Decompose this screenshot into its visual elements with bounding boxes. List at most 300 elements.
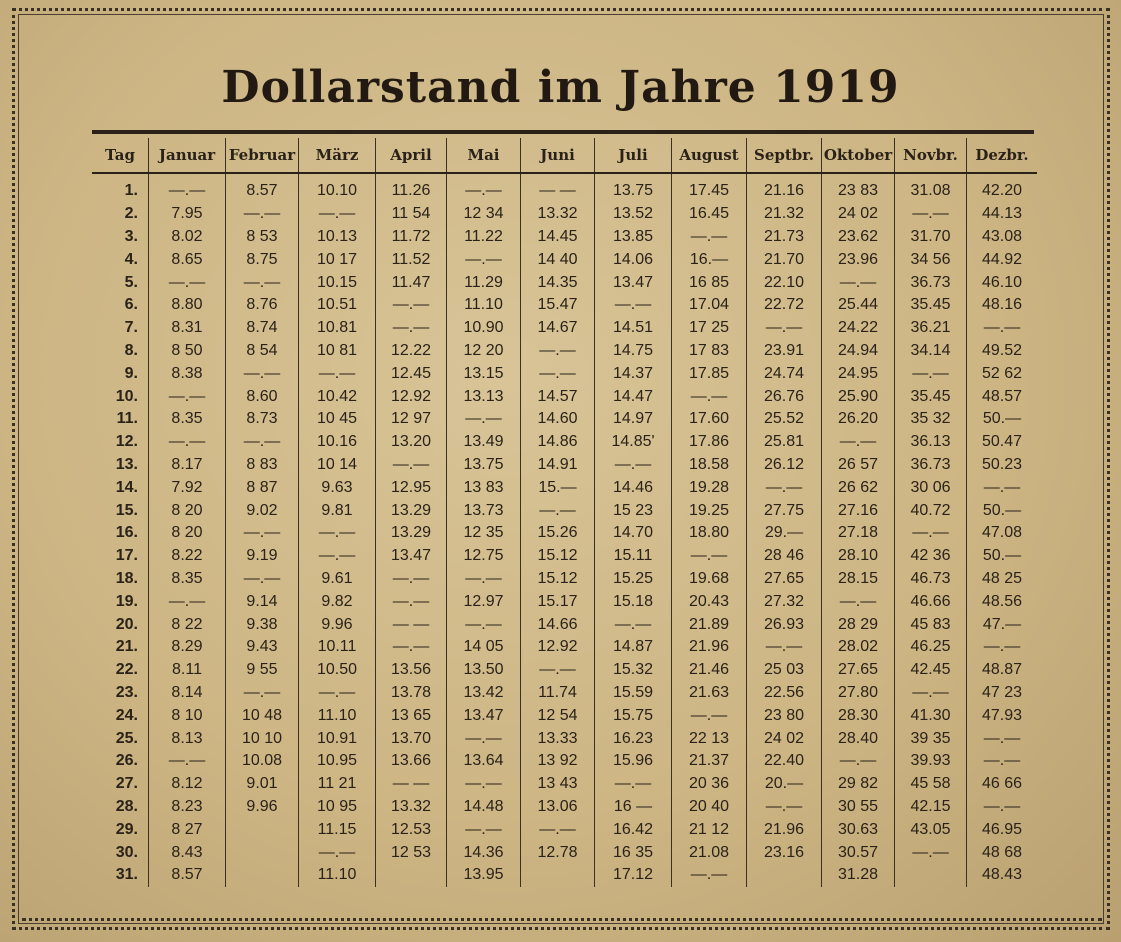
rate-cell: 8.35 — [149, 408, 226, 431]
rate-cell: 21.70 — [747, 248, 822, 271]
rate-cell: 8.31 — [149, 317, 226, 340]
rate-cell: 47.08 — [967, 522, 1038, 545]
rate-cell: —.— — [447, 613, 521, 636]
rate-cell: —.— — [747, 636, 822, 659]
rate-cell: 13.47 — [447, 704, 521, 727]
rate-cell: 48.43 — [967, 864, 1038, 887]
rate-cell: 10.91 — [299, 727, 376, 750]
rate-cell: 26.12 — [747, 454, 822, 477]
rate-cell: 40.72 — [895, 499, 967, 522]
rate-cell: 21.96 — [747, 818, 822, 841]
rate-cell: 48.16 — [967, 294, 1038, 317]
rate-cell: 12 97 — [376, 408, 447, 431]
table-row — [92, 294, 1037, 317]
rate-cell: 8.35 — [149, 568, 226, 591]
rate-cell: 27.80 — [822, 682, 895, 705]
rate-cell: 15.12 — [521, 545, 595, 568]
rate-cell: —.— — [967, 750, 1038, 773]
rate-cell: 9.61 — [299, 568, 376, 591]
rate-cell: 14.48 — [447, 796, 521, 819]
rate-cell: 13.32 — [376, 796, 447, 819]
rate-cell: 8.43 — [149, 841, 226, 864]
rate-cell: 48.57 — [967, 385, 1038, 408]
rate-cell: 48 68 — [967, 841, 1038, 864]
table-row — [92, 499, 1037, 522]
rate-cell: 8.57 — [149, 864, 226, 887]
rate-cell: 13.29 — [376, 522, 447, 545]
rate-cell: 22.72 — [747, 294, 822, 317]
rate-cell: —.— — [672, 864, 747, 887]
rate-cell: 28.15 — [822, 568, 895, 591]
rate-cell: 8 22 — [149, 613, 226, 636]
rate-cell: 19.68 — [672, 568, 747, 591]
rate-cell: 15.18 — [595, 590, 672, 613]
rate-cell: —.— — [226, 271, 299, 294]
rate-cell: 13.52 — [595, 203, 672, 226]
rate-cell: 15.47 — [521, 294, 595, 317]
page-title: Dollarstand im Jahre 1919 — [221, 62, 900, 113]
rate-cell: 16 85 — [672, 271, 747, 294]
rate-cell: 25.81 — [747, 431, 822, 454]
rate-cell: 20 40 — [672, 796, 747, 819]
rate-cell: —.— — [822, 431, 895, 454]
rate-cell: 28.02 — [822, 636, 895, 659]
rate-cell: —.— — [299, 362, 376, 385]
rate-cell: 28.30 — [822, 704, 895, 727]
rate-cell: 50.— — [967, 408, 1038, 431]
rate-cell: 21.96 — [672, 636, 747, 659]
rate-cell: 14.51 — [595, 317, 672, 340]
rate-cell: 36.13 — [895, 431, 967, 454]
column-header: Oktober — [822, 138, 895, 173]
rate-cell — [226, 841, 299, 864]
rate-cell — [226, 818, 299, 841]
rate-cell: 18.58 — [672, 454, 747, 477]
table-row — [92, 362, 1037, 385]
day-cell: 25. — [115, 729, 138, 747]
table-row — [92, 271, 1037, 294]
rate-cell: 26.76 — [747, 385, 822, 408]
rate-cell: 13.73 — [447, 499, 521, 522]
day-cell: 28. — [115, 797, 138, 815]
rate-cell: —.— — [521, 499, 595, 522]
rate-cell: —.— — [822, 590, 895, 613]
rate-cell: 8 83 — [226, 454, 299, 477]
rate-cell: 9.19 — [226, 545, 299, 568]
rate-cell: 13.64 — [447, 750, 521, 773]
rate-cell: 8.13 — [149, 727, 226, 750]
rate-cell: 13.78 — [376, 682, 447, 705]
rate-cell: 12.97 — [447, 590, 521, 613]
rate-cell: —.— — [967, 636, 1038, 659]
rate-cell: —.— — [376, 317, 447, 340]
table-row — [92, 203, 1037, 226]
table-row — [92, 173, 1037, 203]
rate-cell: — — — [376, 773, 447, 796]
rate-cell: 16 — — [595, 796, 672, 819]
rate-cell: 14.57 — [521, 385, 595, 408]
rate-cell: 13 65 — [376, 704, 447, 727]
rate-cell: —.— — [672, 704, 747, 727]
rate-cell: 44.92 — [967, 248, 1038, 271]
rate-cell: —.— — [299, 841, 376, 864]
rate-cell: 45 58 — [895, 773, 967, 796]
rate-cell: 11.22 — [447, 226, 521, 249]
rate-cell: 46 66 — [967, 773, 1038, 796]
rate-cell: 11 21 — [299, 773, 376, 796]
rate-cell: —.— — [447, 248, 521, 271]
rate-cell: 46.10 — [967, 271, 1038, 294]
rate-cell: —.— — [149, 750, 226, 773]
rate-cell: 17 25 — [672, 317, 747, 340]
rate-cell: 21.73 — [747, 226, 822, 249]
rate-cell: 47.— — [967, 613, 1038, 636]
rate-cell: 13.47 — [595, 271, 672, 294]
rate-cell: 48.87 — [967, 659, 1038, 682]
rate-cell: 13.13 — [447, 385, 521, 408]
rate-cell: 15.— — [521, 476, 595, 499]
rate-cell: 42.45 — [895, 659, 967, 682]
rate-cell: 23 83 — [822, 173, 895, 203]
rate-cell: 8.74 — [226, 317, 299, 340]
rate-cell: 13.20 — [376, 431, 447, 454]
rate-cell: 13 43 — [521, 773, 595, 796]
rate-cell: —.— — [747, 317, 822, 340]
rate-cell: —.— — [895, 841, 967, 864]
rate-cell: 15.11 — [595, 545, 672, 568]
table-row — [92, 248, 1037, 271]
rate-cell: 19.25 — [672, 499, 747, 522]
rate-cell: 39.93 — [895, 750, 967, 773]
column-header: Februar — [226, 138, 299, 173]
rate-cell: 17.85 — [672, 362, 747, 385]
rate-cell: 17.86 — [672, 431, 747, 454]
day-cell: 29. — [115, 820, 138, 838]
rate-cell: 15.96 — [595, 750, 672, 773]
rate-cell: 11.74 — [521, 682, 595, 705]
rate-cell: —.— — [747, 796, 822, 819]
rate-cell: 25.44 — [822, 294, 895, 317]
rate-cell: — — — [376, 613, 447, 636]
rate-cell: —.— — [822, 750, 895, 773]
column-header: Septbr. — [747, 138, 822, 173]
day-cell: 2. — [124, 205, 138, 223]
rate-cell: —.— — [376, 454, 447, 477]
rate-cell: —.— — [521, 340, 595, 363]
rate-cell: 11.47 — [376, 271, 447, 294]
rate-cell: 11.15 — [299, 818, 376, 841]
rate-cell: —.— — [149, 431, 226, 454]
rate-cell: 22.10 — [747, 271, 822, 294]
rate-cell: 36.21 — [895, 317, 967, 340]
table-top-rule — [92, 130, 1034, 134]
rate-cell: 12.95 — [376, 476, 447, 499]
table-row — [92, 864, 1037, 887]
rate-cell: 8.80 — [149, 294, 226, 317]
rate-cell: —.— — [967, 317, 1038, 340]
rate-cell: 11.10 — [299, 864, 376, 887]
rate-cell: 23 80 — [747, 704, 822, 727]
day-cell: 3. — [124, 227, 138, 245]
table-row — [92, 476, 1037, 499]
rate-cell: 16.45 — [672, 203, 747, 226]
rate-cell: —.— — [149, 385, 226, 408]
rate-cell: 17.12 — [595, 864, 672, 887]
rate-cell: 20.— — [747, 773, 822, 796]
rate-cell: —.— — [299, 682, 376, 705]
day-cell: 15. — [115, 501, 138, 519]
rate-cell: 13.75 — [447, 454, 521, 477]
rate-cell: 50.— — [967, 545, 1038, 568]
rate-cell: 36.73 — [895, 271, 967, 294]
rate-cell: —.— — [672, 545, 747, 568]
rate-cell: 22.40 — [747, 750, 822, 773]
rate-cell: —.— — [149, 590, 226, 613]
rate-cell: —.— — [447, 173, 521, 203]
rate-cell: —.— — [521, 362, 595, 385]
table-row — [92, 613, 1037, 636]
rate-cell: 13.33 — [521, 727, 595, 750]
rate-cell: 9.63 — [299, 476, 376, 499]
rate-cell: 8.23 — [149, 796, 226, 819]
rate-cell: 46.66 — [895, 590, 967, 613]
table-row — [92, 841, 1037, 864]
rate-cell: 24.94 — [822, 340, 895, 363]
rate-cell: 9 55 — [226, 659, 299, 682]
rate-cell: 10.50 — [299, 659, 376, 682]
rate-cell: —.— — [521, 818, 595, 841]
table-row — [92, 636, 1037, 659]
rate-cell: 45 83 — [895, 613, 967, 636]
rate-cell: 49.52 — [967, 340, 1038, 363]
rate-cell: 8.65 — [149, 248, 226, 271]
rate-cell: 10.15 — [299, 271, 376, 294]
rate-cell: 8.11 — [149, 659, 226, 682]
rate-cell: 16.23 — [595, 727, 672, 750]
rate-cell: —.— — [595, 294, 672, 317]
day-cell: 17. — [115, 547, 138, 565]
table-row — [92, 818, 1037, 841]
rate-cell — [521, 864, 595, 887]
rate-cell: 39 35 — [895, 727, 967, 750]
table-row — [92, 750, 1037, 773]
rate-cell: 8 20 — [149, 499, 226, 522]
rate-cell: —.— — [149, 173, 226, 203]
day-cell: 24. — [115, 706, 138, 724]
rate-cell: 8 53 — [226, 226, 299, 249]
column-header: Dezbr. — [967, 138, 1038, 173]
rate-cell: 15.26 — [521, 522, 595, 545]
rate-cell: 44.13 — [967, 203, 1038, 226]
rate-cell: 50.47 — [967, 431, 1038, 454]
rate-cell: 14.75 — [595, 340, 672, 363]
rate-cell: 27.65 — [747, 568, 822, 591]
rate-cell: —.— — [376, 636, 447, 659]
rate-cell: 12 53 — [376, 841, 447, 864]
rate-cell: 19.28 — [672, 476, 747, 499]
rate-cell — [895, 864, 967, 887]
rate-cell: 8.75 — [226, 248, 299, 271]
rate-cell: 11.72 — [376, 226, 447, 249]
table-row — [92, 431, 1037, 454]
rate-cell: 20 36 — [672, 773, 747, 796]
rate-cell: 35.45 — [895, 294, 967, 317]
rate-cell: 10.11 — [299, 636, 376, 659]
rate-cell: —.— — [376, 294, 447, 317]
rate-cell: 8.02 — [149, 226, 226, 249]
rate-cell: 11.10 — [447, 294, 521, 317]
rate-cell: 13.70 — [376, 727, 447, 750]
table-row — [92, 590, 1037, 613]
table-row — [92, 522, 1037, 545]
rate-cell: —.— — [376, 568, 447, 591]
rate-cell: 7.95 — [149, 203, 226, 226]
rate-cell: 13.75 — [595, 173, 672, 203]
day-cell: 19. — [115, 592, 138, 610]
rate-cell: —.— — [226, 203, 299, 226]
day-cell: 11. — [116, 410, 138, 428]
day-cell: 21. — [115, 638, 138, 656]
rate-cell: 8.29 — [149, 636, 226, 659]
day-cell: 18. — [115, 569, 138, 587]
rate-cell: —.— — [226, 362, 299, 385]
table-row — [92, 408, 1037, 431]
rate-cell: 9.02 — [226, 499, 299, 522]
rate-cell: 29 82 — [822, 773, 895, 796]
bottom-dotted-border — [22, 918, 1102, 922]
rate-cell: 23.16 — [747, 841, 822, 864]
day-cell: 4. — [124, 250, 138, 268]
day-cell: 8. — [124, 341, 138, 359]
table-row — [92, 727, 1037, 750]
rate-cell: 16.— — [672, 248, 747, 271]
table-row — [92, 226, 1037, 249]
rate-cell: 10 14 — [299, 454, 376, 477]
rate-cell: 13.85 — [595, 226, 672, 249]
rate-cell: 27.32 — [747, 590, 822, 613]
rate-cell: 14.70 — [595, 522, 672, 545]
rate-cell: 10.42 — [299, 385, 376, 408]
rate-cell: —.— — [895, 682, 967, 705]
table-row — [92, 454, 1037, 477]
column-header: April — [376, 138, 447, 173]
day-cell: 14. — [115, 478, 138, 496]
rate-cell: 10 10 — [226, 727, 299, 750]
rate-cell: 15.59 — [595, 682, 672, 705]
rate-cell: 31.28 — [822, 864, 895, 887]
rate-cell: 10.90 — [447, 317, 521, 340]
rate-cell: —.— — [895, 522, 967, 545]
rate-cell: 24.95 — [822, 362, 895, 385]
rate-cell: 10.10 — [299, 173, 376, 203]
rate-cell: 10.16 — [299, 431, 376, 454]
rate-cell: —.— — [967, 476, 1038, 499]
day-cell: 16. — [115, 524, 138, 542]
rate-cell: 9.81 — [299, 499, 376, 522]
table-row — [92, 317, 1037, 340]
rate-cell: 20.43 — [672, 590, 747, 613]
rate-cell: —.— — [672, 385, 747, 408]
rate-cell: —.— — [595, 613, 672, 636]
rate-cell: 17.45 — [672, 173, 747, 203]
rate-cell: 41.30 — [895, 704, 967, 727]
rate-cell: —.— — [299, 203, 376, 226]
rate-cell: 24 02 — [747, 727, 822, 750]
rate-cell: —.— — [595, 454, 672, 477]
rate-cell: —.— — [595, 773, 672, 796]
rate-cell: 23.96 — [822, 248, 895, 271]
column-header: Juni — [521, 138, 595, 173]
rate-cell: —.— — [447, 568, 521, 591]
rate-cell: 14.37 — [595, 362, 672, 385]
rate-cell: 9.82 — [299, 590, 376, 613]
rate-cell: 46.95 — [967, 818, 1038, 841]
rate-cell: 21.37 — [672, 750, 747, 773]
rate-cell: 15.25 — [595, 568, 672, 591]
rate-cell: 26 57 — [822, 454, 895, 477]
rate-cell: 13.95 — [447, 864, 521, 887]
rate-cell: 17 83 — [672, 340, 747, 363]
rate-cell: 50.— — [967, 499, 1038, 522]
day-cell: 31. — [115, 866, 138, 884]
rate-cell: 11.29 — [447, 271, 521, 294]
rate-cell: 16.42 — [595, 818, 672, 841]
rate-cell: 8.14 — [149, 682, 226, 705]
rate-cell: 10 48 — [226, 704, 299, 727]
rate-cell: 10 45 — [299, 408, 376, 431]
rate-cell: 35 32 — [895, 408, 967, 431]
rate-cell: 11 54 — [376, 203, 447, 226]
rate-cell: 24 02 — [822, 203, 895, 226]
rate-cell: 26.20 — [822, 408, 895, 431]
rate-cell: 10.13 — [299, 226, 376, 249]
day-cell: 27. — [115, 775, 138, 793]
dollar-rate-table — [92, 138, 1037, 887]
rate-cell: 11.52 — [376, 248, 447, 271]
rate-cell: 9.38 — [226, 613, 299, 636]
rate-cell: 14.91 — [521, 454, 595, 477]
rate-cell: 21.63 — [672, 682, 747, 705]
rate-cell: 13.47 — [376, 545, 447, 568]
rate-cell: 14.47 — [595, 385, 672, 408]
rate-cell: 12 35 — [447, 522, 521, 545]
rate-cell: 12.45 — [376, 362, 447, 385]
rate-cell: 26 62 — [822, 476, 895, 499]
rate-cell: 23.91 — [747, 340, 822, 363]
rate-cell: 25.90 — [822, 385, 895, 408]
rate-cell: 8.22 — [149, 545, 226, 568]
rate-cell: 15.17 — [521, 590, 595, 613]
rate-cell — [226, 864, 299, 887]
rate-cell: 15 23 — [595, 499, 672, 522]
rate-cell: 14.60 — [521, 408, 595, 431]
rate-cell: —.— — [895, 362, 967, 385]
day-cell: 20. — [115, 615, 138, 633]
rate-cell: 12 54 — [521, 704, 595, 727]
rate-cell: 14.06 — [595, 248, 672, 271]
rate-cell: 13.29 — [376, 499, 447, 522]
rate-cell: —.— — [747, 476, 822, 499]
column-header: Januar — [149, 138, 226, 173]
rate-cell: 8.76 — [226, 294, 299, 317]
rate-cell: 24.22 — [822, 317, 895, 340]
column-header: Juli — [595, 138, 672, 173]
table-row — [92, 385, 1037, 408]
rate-cell: 27.65 — [822, 659, 895, 682]
rate-cell: 25.52 — [747, 408, 822, 431]
rate-cell: 36.73 — [895, 454, 967, 477]
rate-cell: 10.95 — [299, 750, 376, 773]
